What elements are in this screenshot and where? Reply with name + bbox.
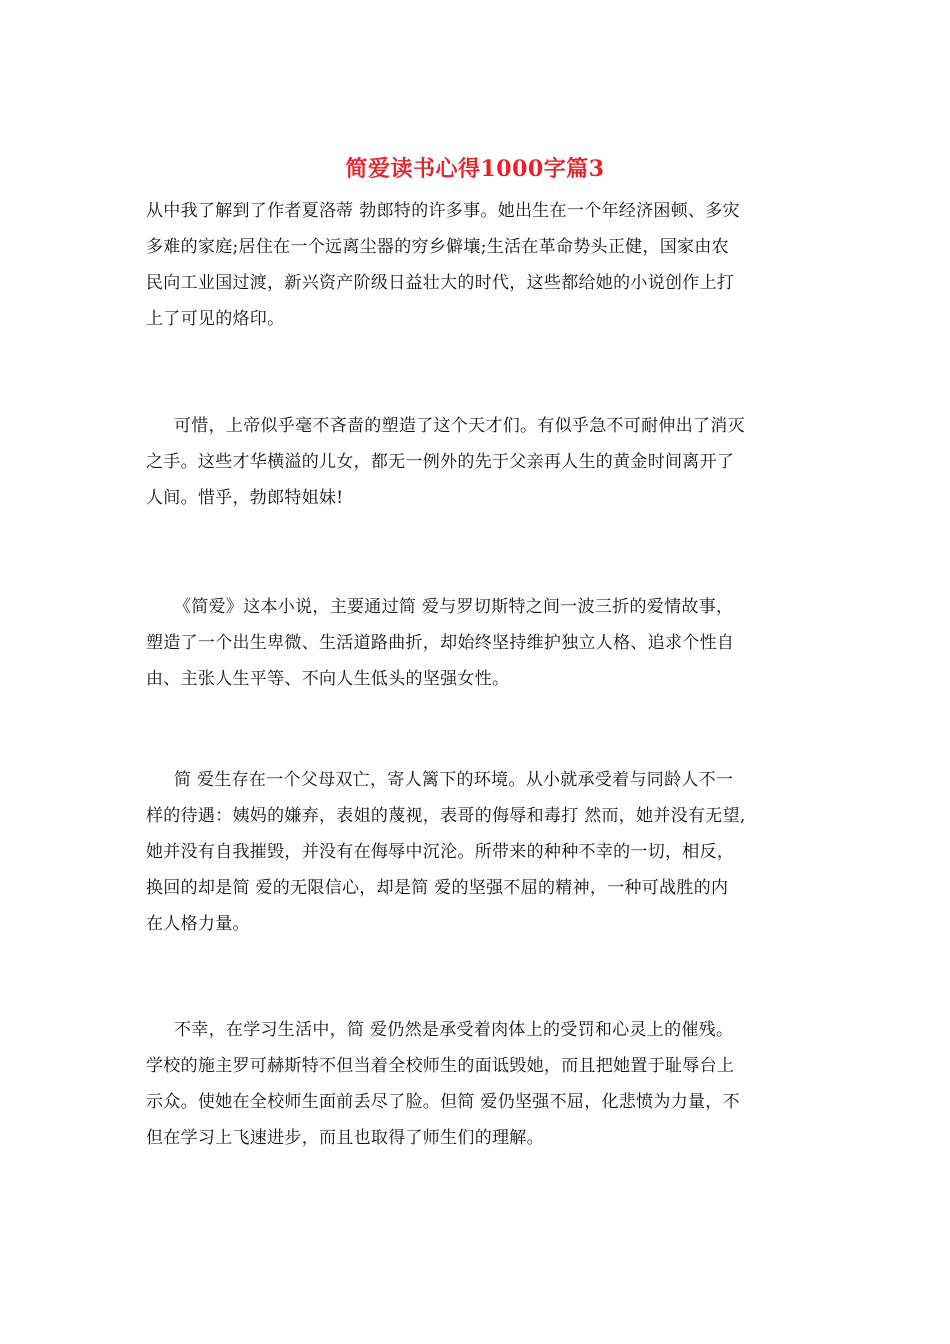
paragraph-line: 但在学习上飞速进步，而且也取得了师生们的理解。 [146,1128,544,1148]
paragraph-line: 她并没有自我摧毁，并没有在侮辱中沉沦。所带来的种种不幸的一切，相反， [146,842,735,862]
paragraph-2 [146,408,826,516]
paragraph-line: 在人格力量。 [146,914,250,934]
paragraph-line: 民向工业国过渡，新兴资产阶级日益壮大的时代，这些都给她的小说创作上打 [146,273,735,293]
paragraph-line: 可惜，上帝似乎毫不吝啬的塑造了这个天才们。有似乎急不可耐伸出了消灭 [174,416,745,436]
paragraph-line: 人间。惜乎，勃郎特姐妹! [146,488,344,508]
paragraph-1 [146,193,826,337]
paragraph-line: 不幸，在学习生活中，简 爱仍然是承受着肉体上的受罚和心灵上的催残。 [174,1020,734,1040]
paragraph-3 [146,589,826,697]
paragraph-line: 简 爱生存在一个父母双亡，寄人篱下的环境。从小就承受着与同龄人不一 [174,770,734,790]
paragraph-line: 换回的却是简 爱的无限信心，却是简 爱的坚强不屈的精神，一种可战胜的内 [146,878,729,898]
paragraph-line: 示众。使她在全校师生面前丢尽了脸。但简 爱仍坚强不屈，化悲愤为力量，不 [146,1092,740,1112]
paragraph-line: 样的待遇：姨妈的嫌弃，表姐的蔑视，表哥的侮辱和毒打 然而，她并没有无望, [146,806,746,826]
paragraph-line: 塑造了一个出生卑微、生活道路曲折，却始终坚持维护独立人格、追求个性自 [146,633,735,653]
document-title: 简爱读书心得1000字篇3 [345,156,605,182]
paragraph-line: 多难的家庭;居住在一个远离尘器的穷乡僻壤;生活在革命势头正健，国家由农 [146,237,729,257]
paragraph-4 [146,762,826,942]
paragraph-line: 由、主张人生平等、不向人生低头的坚强女性。 [146,669,510,689]
paragraph-line: 上了可见的烙印。 [146,309,285,329]
paragraph-line: 从中我了解到了作者夏洛蒂 勃郎特的许多事。她出生在一个年经济困顿、多灾 [146,201,740,221]
paragraph-line: 学校的施主罗可赫斯特不但当着全校师生的面诋毁她，而且把她置于耻辱台上 [146,1056,735,1076]
paragraph-line: 《简爱》这本小说，主要通过简 爱与罗切斯特之间一波三折的爱情故事， [174,597,734,617]
paragraph-5 [146,1012,826,1156]
paragraph-line: 之手。这些才华横溢的儿女，都无一例外的先于父亲再人生的黄金时间离开了 [146,452,735,472]
